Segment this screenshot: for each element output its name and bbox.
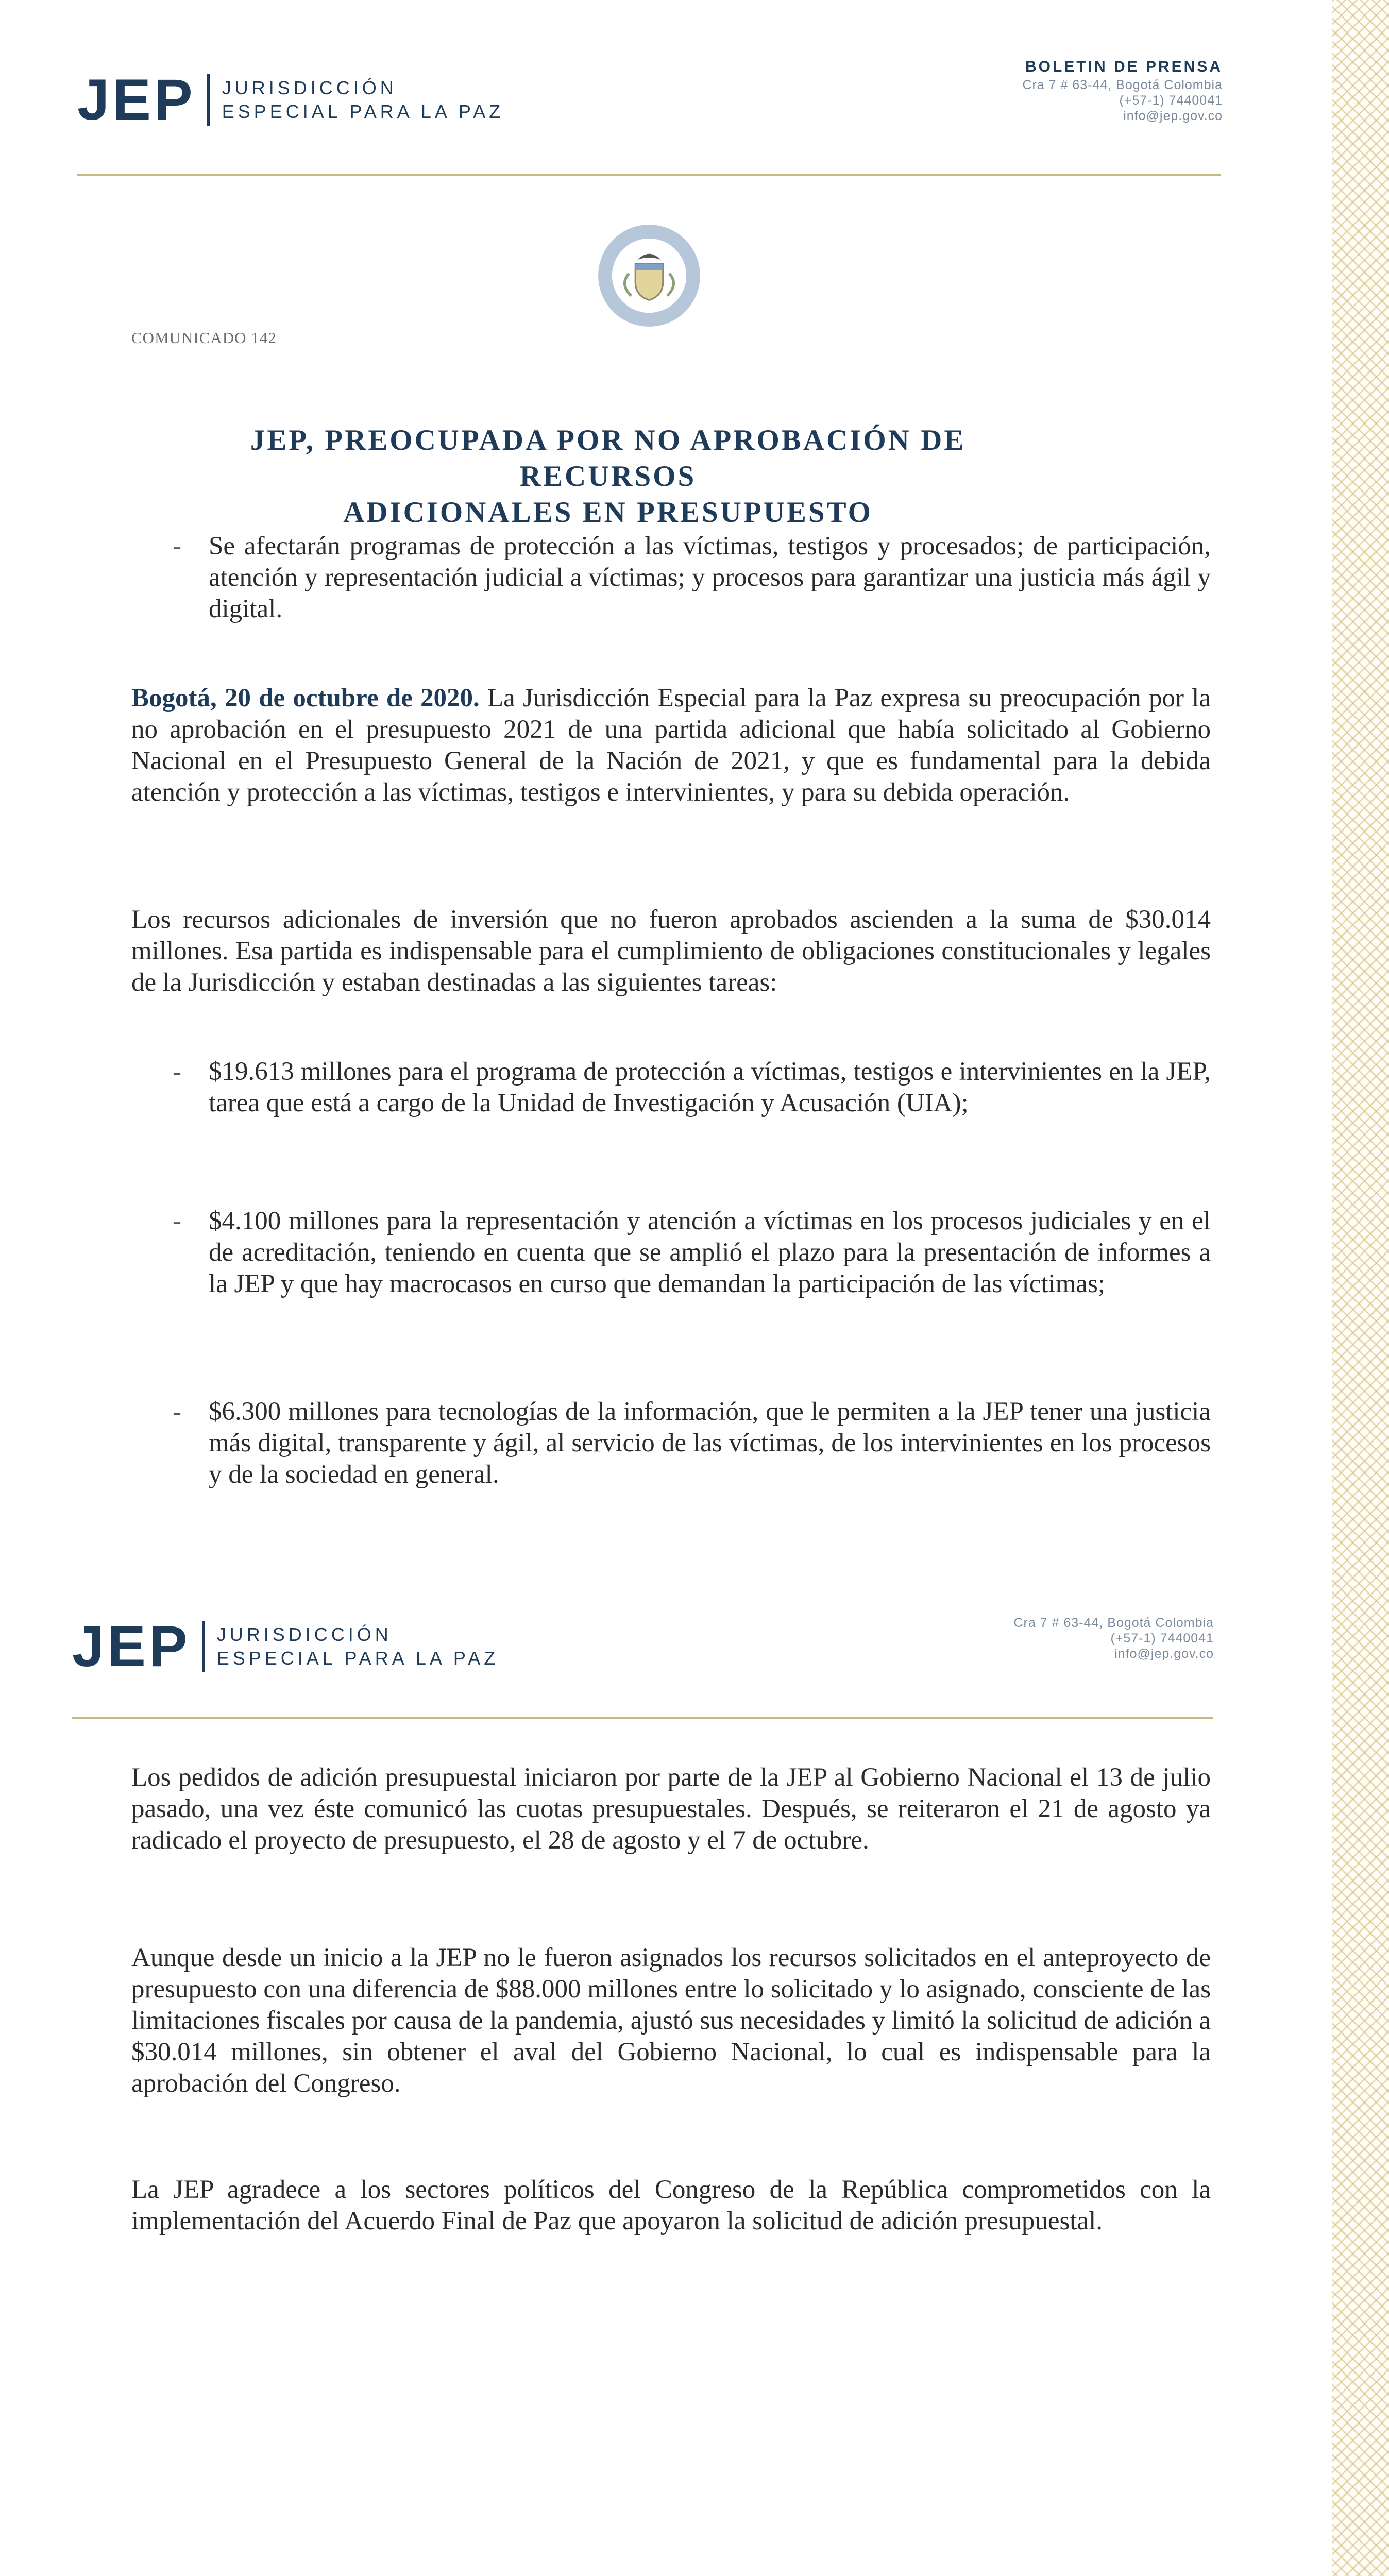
- paragraph-2: Los recursos adicionales de inversión que no fueron aprobados ascienden a la suma de $30.014 millones. Esa partida es indispensable para el cumplimiento de obligaciones constitucionales y legales de la Jurisdicción y estaban destinadas a las siguientes tareas:: [131, 905, 1211, 997]
- summary-dash: -: [173, 532, 181, 561]
- colombia-seal-icon: [596, 223, 702, 329]
- logo-line-1: JURISDICCIÓN: [222, 77, 397, 98]
- dateline: Bogotá, 20 de octubre de 2020.: [131, 684, 480, 713]
- document-title: [216, 422, 1000, 531]
- title-line-1: JEP, PREOCUPADA POR NO APROBACIÓN DE RECURSOS: [250, 424, 966, 493]
- address: Cra 7 # 63-44, Bogotá Colombia: [1022, 78, 1223, 92]
- bullet-dash: -: [173, 1397, 181, 1426]
- paragraph-4: Aunque desde un inicio a la JEP no le fueron asignados los recursos solicitados en el anteproyecto de presupuesto con una diferencia de $88.000 millones entre lo solicitado y lo asignado, consciente de las limitaciones fiscales por causa de la pandemia, ajustó sus necesidades y limitó la solicitud de adición a $30.014 millones, sin obtener el aval del Gobierno Nacional, lo cual es indispensable para la aprobación del Congreso.: [131, 1943, 1211, 2098]
- header-rule: [77, 174, 1221, 176]
- communique-number: COMUNICADO 142: [131, 329, 277, 347]
- logo-mark: JEP: [77, 67, 196, 132]
- paragraph-3: Los pedidos de adición presupuestal iniciaron por parte de la JEP al Gobierno Nacional el 13 de julio pasado, una vez éste comunicó las cuotas presupuestales. Después, se reiteraron el 21 de agosto ya radicado el proyecto de presupuesto, el 28 de agosto y el 7 de octubre.: [131, 1763, 1211, 1855]
- title-line-2: ADICIONALES EN PRESUPUESTO: [343, 496, 873, 529]
- paragraph-1-text: La Jurisdicción Especial para la Paz expresa su preocupación por la no aprobación en el presupuesto 2021 de una partida adicional que había solicitado al Gobierno Nacional en el Presupuesto General de la Nación de 2021, y que es fundamental para la debida atención y protección a las víctimas, testigos e intervinientes, y para su debida operación.: [131, 684, 1211, 807]
- paragraph-1: [131, 683, 1211, 808]
- logo-caption: [217, 1623, 499, 1670]
- logo-divider: [207, 74, 210, 126]
- jep-logo: [77, 67, 504, 132]
- logo-line-2: ESPECIAL PARA LA PAZ: [222, 101, 504, 122]
- bullet-dash: -: [173, 1057, 181, 1086]
- logo-mark: JEP: [72, 1614, 191, 1679]
- logo-divider: [202, 1621, 205, 1672]
- header-contact-page-2: [1013, 1615, 1214, 1662]
- phone: (+57-1) 7440041: [1119, 93, 1223, 108]
- email: info@jep.gov.co: [1114, 1647, 1214, 1661]
- email: info@jep.gov.co: [1123, 109, 1223, 123]
- paragraph-5: La JEP agradece a los sectores políticos del Congreso de la República comprometidos con la implementación del Acuerdo Final de Paz que apoyaron la solicitud de adición presupuestal.: [131, 2175, 1211, 2235]
- phone: (+57-1) 7440041: [1110, 1631, 1214, 1646]
- logo-line-2: ESPECIAL PARA LA PAZ: [216, 1648, 499, 1669]
- budget-item-2: $4.100 millones para la representación y atención a víctimas en los procesos judiciales y en el de acreditación, teniendo en cuenta que se amplió el plazo para la presentación de informes a la JEP y que hay macrocasos en curso que demandan la participación de las víctimas;: [209, 1207, 1211, 1298]
- summary-bullet: Se afectarán programas de protección a las víctimas, testigos y procesados; de participación, atención y representación judicial a víctimas; y procesos para garantizar una justicia más ágil y digital.: [209, 532, 1211, 623]
- address: Cra 7 # 63-44, Bogotá Colombia: [1013, 1616, 1214, 1630]
- budget-item-1: $19.613 millones para el programa de protección a víctimas, testigos e intervinientes en la JEP, tarea que está a cargo de la Unidad de Investigación y Acusación (UIA);: [209, 1057, 1211, 1117]
- logo-line-1: JURISDICCIÓN: [216, 1624, 392, 1645]
- bulletin-title: BOLETIN DE PRENSA: [1025, 58, 1223, 75]
- budget-item-3: $6.300 millones para tecnologías de la información, que le permiten a la JEP tener una justicia más digital, transparente y ágil, al servicio de las víctimas, de los intervinientes en los procesos y de la sociedad en general.: [209, 1397, 1211, 1489]
- decorative-border: [1332, 0, 1389, 2576]
- header-rule-page-2: [72, 1717, 1213, 1719]
- jep-logo-page-2: [72, 1614, 499, 1679]
- header-contact: [1022, 57, 1223, 124]
- logo-caption: [222, 76, 504, 124]
- bullet-dash: -: [173, 1207, 181, 1235]
